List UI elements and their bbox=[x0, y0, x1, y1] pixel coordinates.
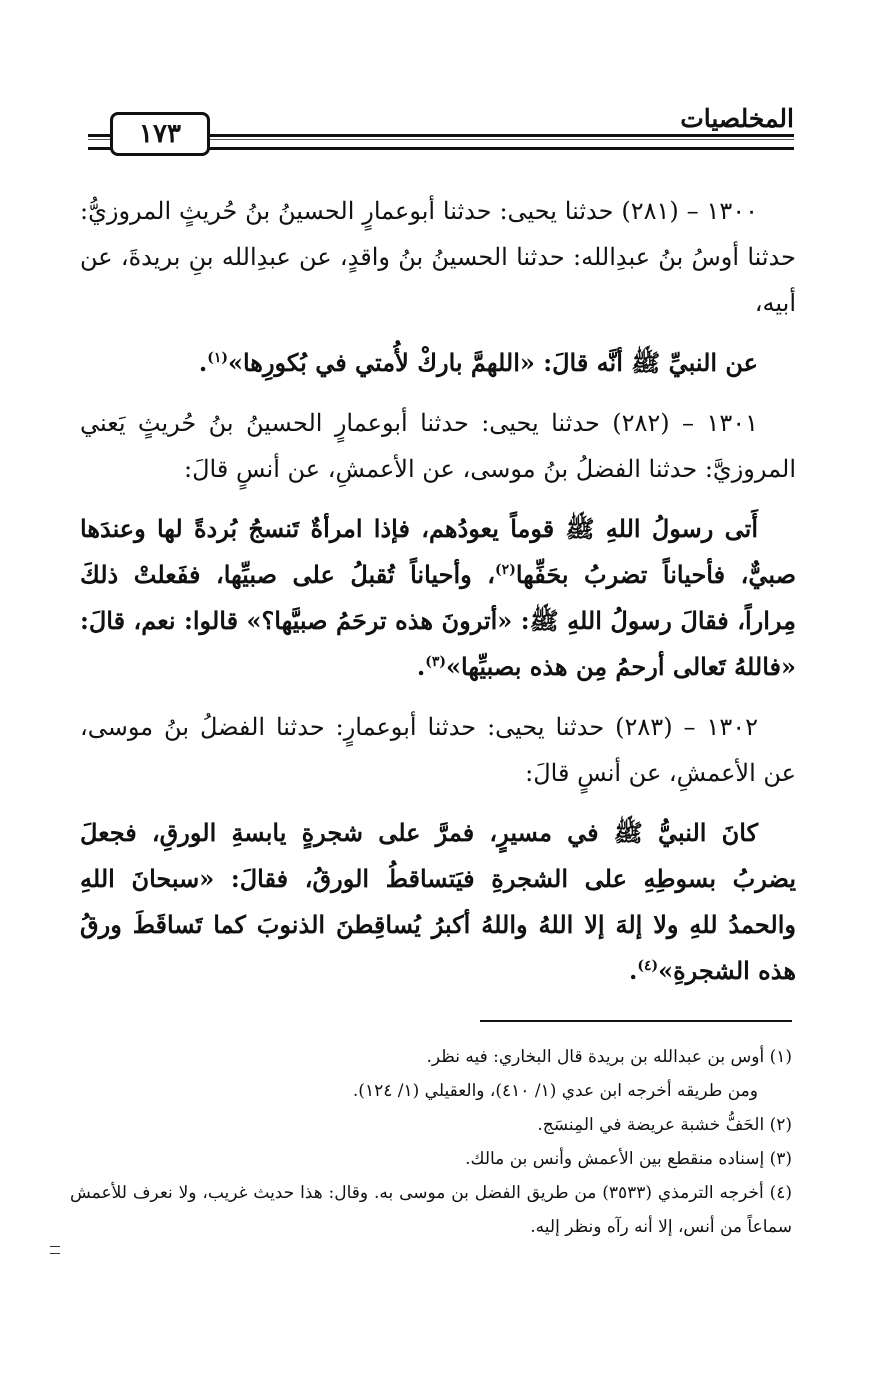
footnote-2: (٢) الحَفُّ خشبة عريضة في المِنسَج. bbox=[537, 1115, 792, 1135]
footnotes bbox=[70, 1040, 792, 1244]
paragraph-text: ١٣٠٢ – (٢٨٣) حدثنا يحيى: حدثنا أبوعمارٍ: حدثنا الفضلُ بنُ موسى، عن الأعمشِ، عن أنسٍ قالَ: bbox=[80, 713, 796, 787]
hadith-1301-isnad bbox=[80, 400, 796, 492]
paragraph-tail: ، وأحياناً تُقبلُ على صبيِّها، ففَعلتْ ذلكَ مِراراً، فقالَ رسولُ اللهِ ﷺ: «أترونَ هذه ترحَمُ صبيَّها؟» قالوا: نعم، قالَ: «فاللهُ تَعالى أرحمُ مِن هذه بصبيِّها» bbox=[80, 560, 796, 681]
paragraph-text: أَتى رسولُ اللهِ ﷺ قوماً يعودُهم، فإذا امرأةٌ تَنسجُ بُردةً لها وعندَها صبيٌّ، فأحياناً تضربُ بحَفِّها bbox=[80, 514, 796, 589]
footnote-ref[interactable]: (٤) bbox=[637, 958, 659, 974]
paragraph-tail: . bbox=[198, 348, 208, 377]
footnote-4: (٤) أخرجه الترمذي (٣٥٣٣) من طريق الفضل بن موسى به. وقال: هذا حديث غريب، ولا نعرف للأعمش سماعاً من أنس، إلا أنه رآه ونظر إليه. bbox=[70, 1183, 792, 1237]
paragraph-text: كانَ النبيُّ ﷺ في مسيرٍ، فمرَّ على شجرةٍ يابسةِ الورقِ، فجعلَ يضربُ بسوطِهِ على الشجرةِ فيَتساقطُ الورقُ، فقالَ: «سبحانَ اللهِ والحمدُ للهِ ولا إلهَ إلا اللهُ واللهُ أكبرُ يُساقِطنَ الذنوبَ كما تَساقَطَ ورقُ هذه الشجرةِ» bbox=[80, 818, 796, 985]
footnote-3: (٣) إسناده منقطع بين الأعمش وأنس بن مالك. bbox=[465, 1149, 792, 1169]
hadith-1302-isnad bbox=[80, 704, 796, 796]
page-number: ١٧٣ bbox=[110, 112, 210, 156]
footnote-divider bbox=[480, 1020, 792, 1022]
book-title: المخلصيات bbox=[672, 104, 794, 134]
footnote-1-continuation: ومن طريقه أخرجه ابن عدي (١/ ٤١٠)، والعقيلي (١/ ١٢٤). bbox=[352, 1081, 758, 1101]
paragraph-tail: . bbox=[416, 652, 426, 681]
paragraph-text: ١٣٠١ – (٢٨٢) حدثنا يحيى: حدثنا أبوعمارٍ الحسينُ بنُ حُريثٍ يَعني المروزيَّ: حدثنا الفضلُ بنُ موسى، عن الأعمشِ، عن أنسٍ قالَ: bbox=[80, 409, 796, 483]
paragraph-tail: . bbox=[628, 956, 638, 985]
hadith-1301-matn bbox=[80, 506, 796, 690]
footnote-1: (١) أوس بن عبدالله بن بريدة قال البخاري: فيه نظر. bbox=[426, 1047, 792, 1067]
footnote-ref[interactable]: (١) bbox=[207, 350, 228, 366]
hadith-1300-isnad bbox=[80, 188, 796, 326]
page-header bbox=[88, 104, 794, 160]
footnote-ref[interactable]: (٣) bbox=[425, 654, 447, 670]
hadith-1300-matn bbox=[80, 340, 796, 386]
main-text bbox=[80, 188, 796, 1008]
margin-mark bbox=[50, 1246, 60, 1254]
paragraph-text: ١٣٠٠ – (٢٨١) حدثنا يحيى: حدثنا أبوعمارٍ الحسينُ بنُ حُريثٍ المروزيُّ: حدثنا أوسُ بنُ عبدِالله: حدثنا الحسينُ بنُ واقدٍ، عن عبدِالله بنِ بريدةَ، عن أبيه، bbox=[80, 197, 796, 317]
paragraph-text: عن النبيِّ ﷺ أنَّه قالَ: «اللهمَّ باركْ لأُمتي في بُكورِها» bbox=[227, 348, 758, 377]
footnote-ref[interactable]: (٢) bbox=[495, 562, 516, 578]
hadith-1302-matn bbox=[80, 810, 796, 994]
